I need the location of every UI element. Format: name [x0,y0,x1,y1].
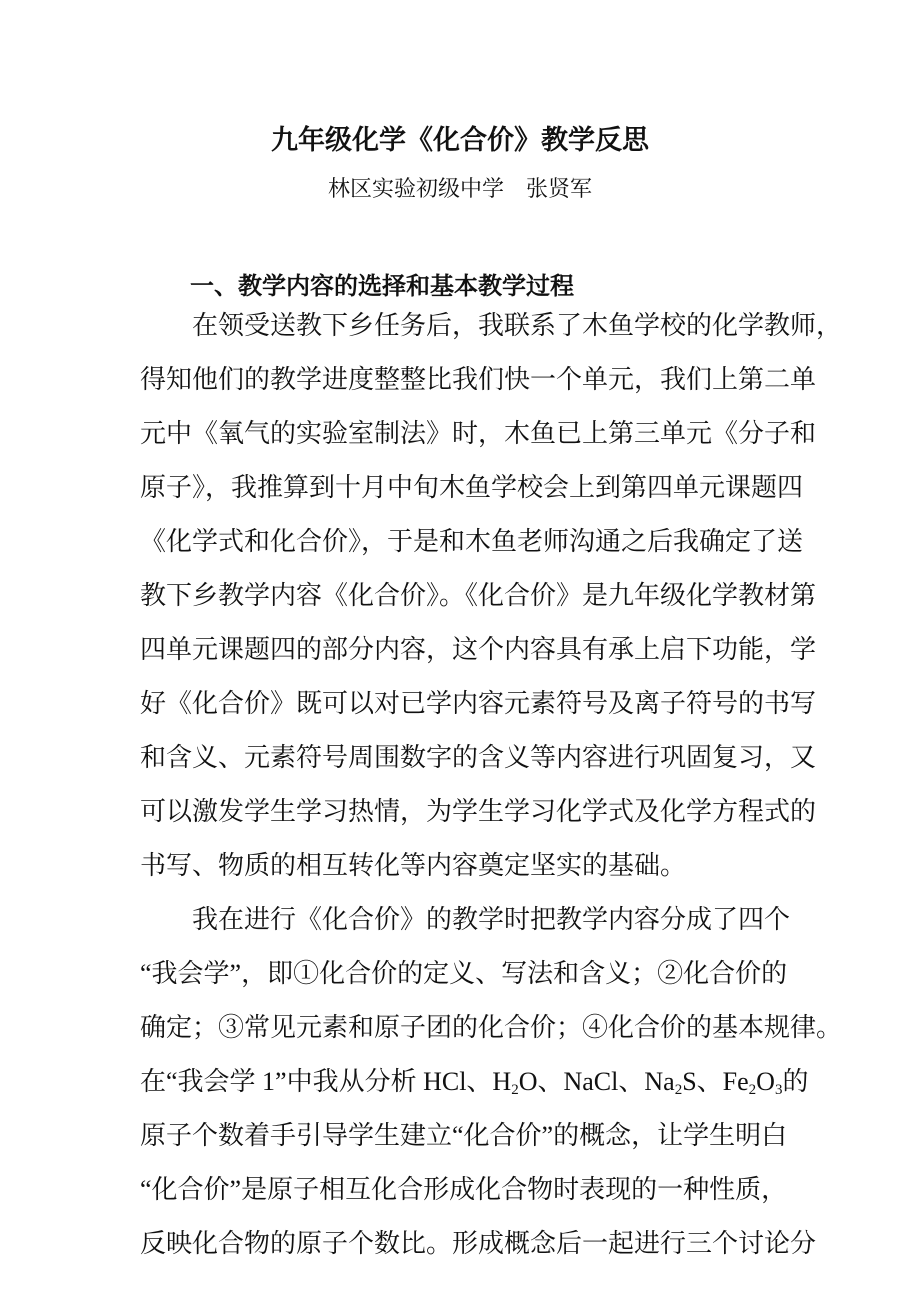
text-segment: S、Fe [682,1067,749,1096]
subscript: 2 [674,1082,683,1098]
document-body [140,306,843,1278]
subscript: 2 [511,1082,519,1098]
text-line: 和含义、元素符号周围数字的含义等内容进行巩固复习，又 [140,743,817,772]
text-line: 我在进行《化合价》的教学时把教学内容分成了四个 [192,905,791,934]
text-line: 四单元课题四的部分内容，这个内容具有承上启下功能，学 [140,635,817,664]
document-title: 九年级化学《化合价》教学反思 [271,125,649,155]
paragraph-1 [140,306,843,900]
formula-line [140,1062,809,1116]
text-line: 在领受送教下乡任务后，我联系了木鱼学校的化学教师， [192,311,843,340]
text-line: 元中《氧气的实验室制法》时，木鱼已上第三单元《分子和 [140,419,817,448]
text-segment: 的 [782,1067,809,1096]
text-line: 反映化合物的原子个数比。形成概念后一起进行三个讨论分 [140,1229,817,1258]
text-line: 得知他们的教学进度整整比我们快一个单元，我们上第二单 [140,365,817,394]
subscript: 2 [748,1082,757,1098]
text-line: 原子个数着手引导学生建立“化合价”的概念，让学生明白 [140,1121,788,1150]
text-segment: 在“我会学 1”中我从分析 HCl、H [140,1067,512,1096]
subscript: 3 [774,1082,783,1098]
text-line: “我会学”，即①化合价的定义、写法和含义；②化合价的 [140,959,788,988]
section-heading: 一、教学内容的选择和基本教学过程 [190,274,574,300]
text-line: “化合价”是原子相互化合形成化合物时表现的一种性质， [140,1175,788,1204]
text-line: 原子》，我推算到十月中旬木鱼学校会上到第四单元课题四 [140,473,804,502]
text-line: 可以激发学生学习热情，为学生学习化学式及化学方程式的 [140,797,817,826]
author-line: 林区实验初级中学 张贤军 [327,176,592,201]
text-line: 好《化合价》既可以对已学内容元素符号及离子符号的书写 [140,689,817,718]
text-line: 教下乡教学内容《化合价》。《化合价》是九年级化学教材第 [140,581,817,610]
text-segment: O [756,1067,775,1096]
text-line: 确定；③常见元素和原子团的化合价；④化合价的基本规律。 [140,1013,843,1042]
text-line: 书写、物质的相互转化等内容奠定坚实的基础。 [140,851,687,880]
paragraph-2 [140,900,843,1278]
text-line: 《化学式和化合价》，于是和木鱼老师沟通之后我确定了送 [140,527,804,556]
text-segment: O、NaCl、Na [518,1067,675,1096]
